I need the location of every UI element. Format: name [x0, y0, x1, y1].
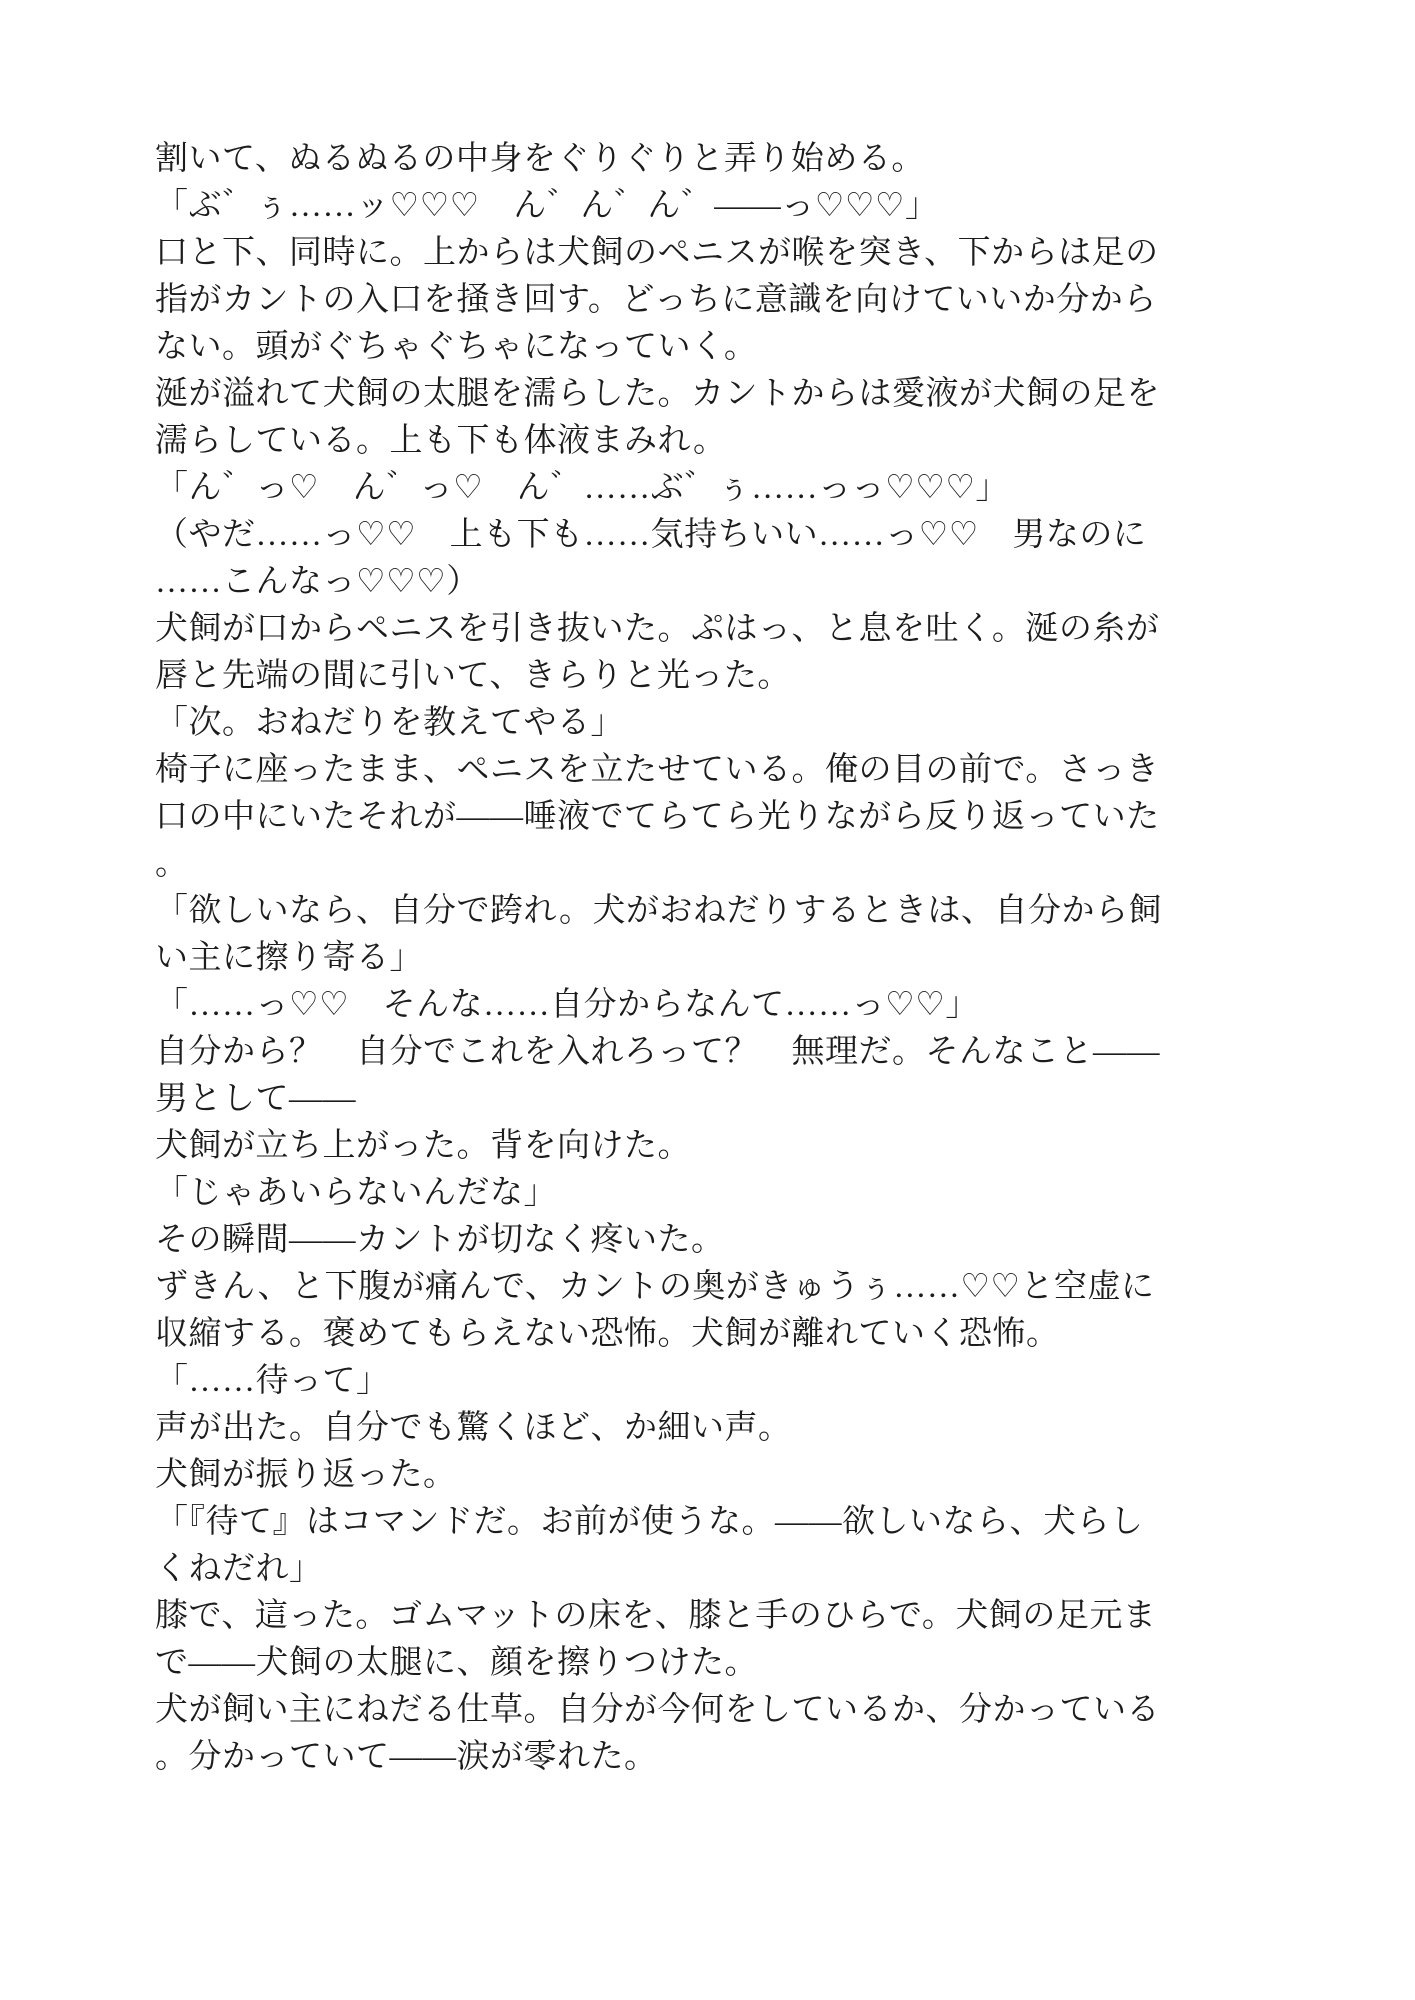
text-line: 声が出た。自分でも驚くほど、か細い声。 — [155, 1410, 792, 1446]
text-line: ない。頭がぐちゃぐちゃになっていく。 — [155, 329, 758, 365]
text-line: 犬飼が振り返った。 — [155, 1457, 457, 1493]
text-line: 口の中にいたそれが――唾液でてらてら光りながら反り返っていた — [155, 799, 1160, 835]
text-line: 自分から？ 自分でこれを入れろって？ 無理だ。そんなこと―― — [155, 1034, 1160, 1070]
text-line: 割いて、ぬるぬるの中身をぐりぐりと弄り始める。 — [155, 141, 925, 177]
text-line: （やだ……っ♡♡ 上も下も……気持ちいい……っ♡♡ 男なのに — [155, 517, 1147, 553]
text-line: 「じゃあいらないんだな」 — [155, 1175, 557, 1211]
text-line: 「欲しいなら、自分で跨れ。犬がおねだりするときは、自分から飼 — [155, 893, 1162, 929]
text-line: 犬が飼い主にねだる仕草。自分が今何をしているか、分かっている — [155, 1692, 1160, 1728]
text-line: で――犬飼の太腿に、顔を擦りつけた。 — [155, 1645, 758, 1681]
text-line: 濡らしている。上も下も体液まみれ。 — [155, 423, 727, 459]
text-line: 「ぶ゛ぅ……ッ♡♡♡ ん゛ん゛ん゛――っ♡♡♡」 — [155, 188, 939, 224]
text-line: その瞬間――カントが切なく疼いた。 — [155, 1222, 725, 1258]
text-line: 犬飼が口からペニスを引き抜いた。ぷはっ、と息を吐く。涎の糸が — [155, 611, 1160, 647]
text-line: くねだれ」 — [155, 1551, 323, 1587]
text-line: 収縮する。褒めてもらえない恐怖。犬飼が離れていく恐怖。 — [155, 1316, 1060, 1352]
text-line: 涎が溢れて犬飼の太腿を濡らした。カントからは愛液が犬飼の足を — [155, 376, 1160, 412]
text-line: 「次。おねだりを教えてやる」 — [155, 705, 624, 741]
text-line: 「……っ♡♡ そんな……自分からなんて……っ♡♡」 — [155, 987, 979, 1023]
text-line: ……こんなっ♡♡♡） — [155, 564, 480, 600]
text-line: 椅子に座ったまま、ペニスを立たせている。俺の目の前で。さっき — [155, 752, 1160, 788]
text-line: 膝で、這った。ゴムマットの床を、膝と手のひらで。犬飼の足元ま — [155, 1598, 1157, 1634]
text-line: 口と下、同時に。上からは犬飼のペニスが喉を突き、下からは足の — [155, 235, 1159, 271]
text-line: ずきん、と下腹が痛んで、カントの奥がきゅうぅ……♡♡と空虚に — [155, 1269, 1155, 1305]
text-line: 男として―― — [155, 1081, 356, 1117]
text-line: 「ん゛っ♡ ん゛っ♡ ん゛……ぶ゛ぅ……っっ♡♡♡」 — [155, 470, 1009, 506]
text-line: 唇と先端の間に引いて、きらりと光った。 — [155, 658, 791, 694]
text-line: 指がカントの入口を掻き回す。どっちに意識を向けていいか分から — [155, 282, 1157, 318]
prose-text-block — [155, 136, 1170, 1781]
text-line: 「『待て』はコマンドだ。お前が使うな。――欲しいなら、犬らし — [155, 1504, 1144, 1540]
text-line: 。 — [155, 846, 189, 882]
text-line: 犬飼が立ち上がった。背を向けた。 — [155, 1128, 691, 1164]
text-line: い主に擦り寄る」 — [155, 940, 423, 976]
text-line: 。分かっていて――涙が零れた。 — [155, 1739, 658, 1775]
text-line: 「……待って」 — [155, 1363, 390, 1399]
